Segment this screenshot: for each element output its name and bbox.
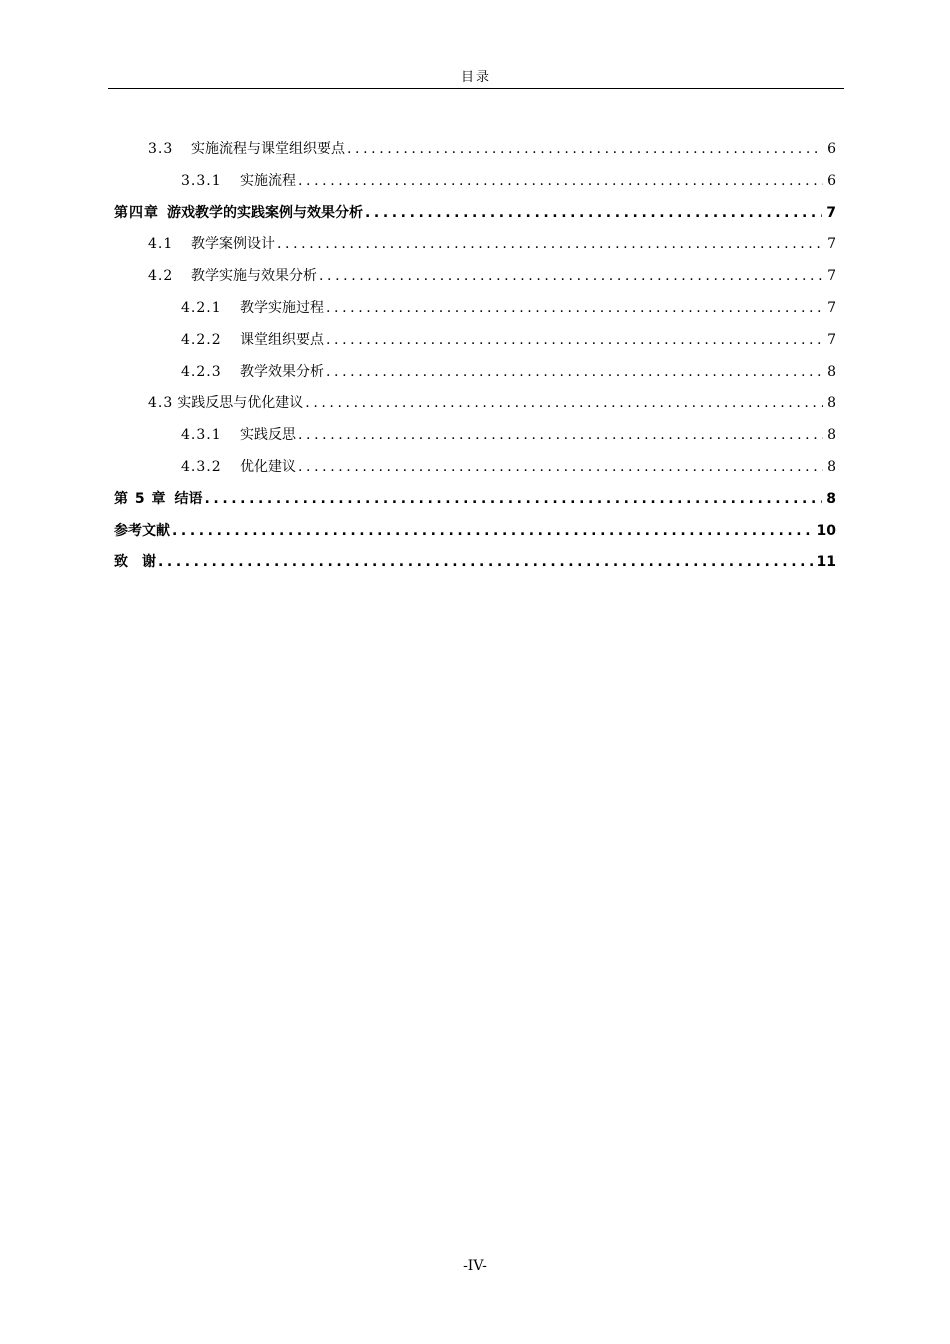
toc-entry-page: 8 (827, 363, 836, 380)
toc-entry[interactable] (114, 392, 836, 424)
toc-entry-page: 7 (827, 331, 836, 348)
toc-entry-page: 8 (827, 427, 836, 444)
toc-entry-page: 10 (816, 522, 836, 539)
toc-entry-page: 7 (827, 299, 836, 316)
toc-entry-title: 优化建议 (240, 458, 296, 475)
toc-entry-title: 实践反思与优化建议 (177, 395, 304, 412)
toc-entry-title: 结语 (174, 490, 203, 507)
toc-entry-title: 实践反思 (240, 427, 296, 444)
toc-entry-number: 4.2.2 (181, 331, 222, 348)
dot-leader (158, 554, 813, 570)
dot-leader (277, 236, 823, 252)
toc-entry-number: 4.3.2 (181, 458, 222, 475)
toc-entry[interactable] (114, 297, 836, 329)
toc-entry-title: 教学实施过程 (240, 299, 324, 316)
toc-entry[interactable] (114, 329, 836, 361)
dot-leader (319, 268, 823, 284)
toc-entry-page: 8 (827, 395, 836, 412)
toc-entry-title: 教学实施与效果分析 (191, 268, 317, 285)
dot-leader (326, 300, 823, 316)
dot-leader (298, 459, 823, 475)
dot-leader (205, 491, 823, 507)
toc-entry[interactable] (114, 361, 836, 393)
toc-entry-title: 教学案例设计 (191, 236, 275, 253)
toc-entry[interactable] (114, 551, 836, 583)
toc-entry-title: 参考文献 (114, 522, 170, 539)
dot-leader (326, 364, 823, 380)
header-rule (108, 88, 844, 89)
toc-entry[interactable] (114, 424, 836, 456)
toc-entry[interactable] (114, 456, 836, 488)
dot-leader (326, 332, 823, 348)
toc-entry-number: 第四章 (114, 204, 159, 221)
dot-leader (298, 427, 823, 443)
toc-entry-page: 6 (827, 172, 836, 189)
toc-entry-page: 8 (827, 458, 836, 475)
running-header: 目录 (460, 70, 491, 85)
toc-entry-title: 教学效果分析 (240, 363, 324, 380)
toc-entry-number: 4.2.1 (181, 299, 222, 316)
toc-entry-page: 7 (827, 236, 836, 253)
toc-entry-number: 4.1 (148, 236, 174, 253)
table-of-contents (114, 138, 836, 583)
toc-entry-number: 第 5 章 (114, 490, 167, 507)
toc-entry-number: 3.3 (148, 141, 174, 157)
toc-entry-number: 4.2 (148, 268, 174, 285)
dot-leader (298, 173, 823, 189)
toc-entry[interactable] (114, 520, 836, 552)
toc-entry-page: 8 (826, 490, 836, 507)
toc-entry[interactable] (114, 138, 836, 170)
toc-entry-page: 11 (816, 554, 836, 571)
toc-entry-page: 7 (827, 268, 836, 285)
toc-entry[interactable] (114, 170, 836, 202)
toc-entry[interactable] (114, 202, 836, 234)
toc-entry-page: 6 (827, 141, 836, 157)
toc-entry-page: 7 (826, 204, 836, 221)
toc-entry-number: 4.3.1 (181, 427, 222, 444)
dot-leader (347, 141, 823, 157)
toc-entry-number: 3.3.1 (181, 172, 222, 189)
page-number: -IV- (463, 1258, 487, 1274)
toc-entry[interactable] (114, 265, 836, 297)
toc-entry[interactable] (114, 488, 836, 520)
toc-entry-title: 课堂组织要点 (240, 331, 324, 348)
toc-entry-title: 实施流程与课堂组织要点 (191, 141, 345, 157)
toc-entry[interactable] (114, 233, 836, 265)
toc-entry-number: 4.3 (148, 395, 174, 412)
dot-leader (172, 523, 813, 539)
dot-leader (305, 395, 823, 411)
toc-entry-title: 实施流程 (240, 172, 296, 189)
toc-entry-title: 致 谢 (114, 554, 156, 571)
toc-entry-title: 游戏教学的实践案例与效果分析 (167, 204, 363, 221)
toc-entry-number: 4.2.3 (181, 363, 222, 380)
dot-leader (365, 205, 822, 221)
